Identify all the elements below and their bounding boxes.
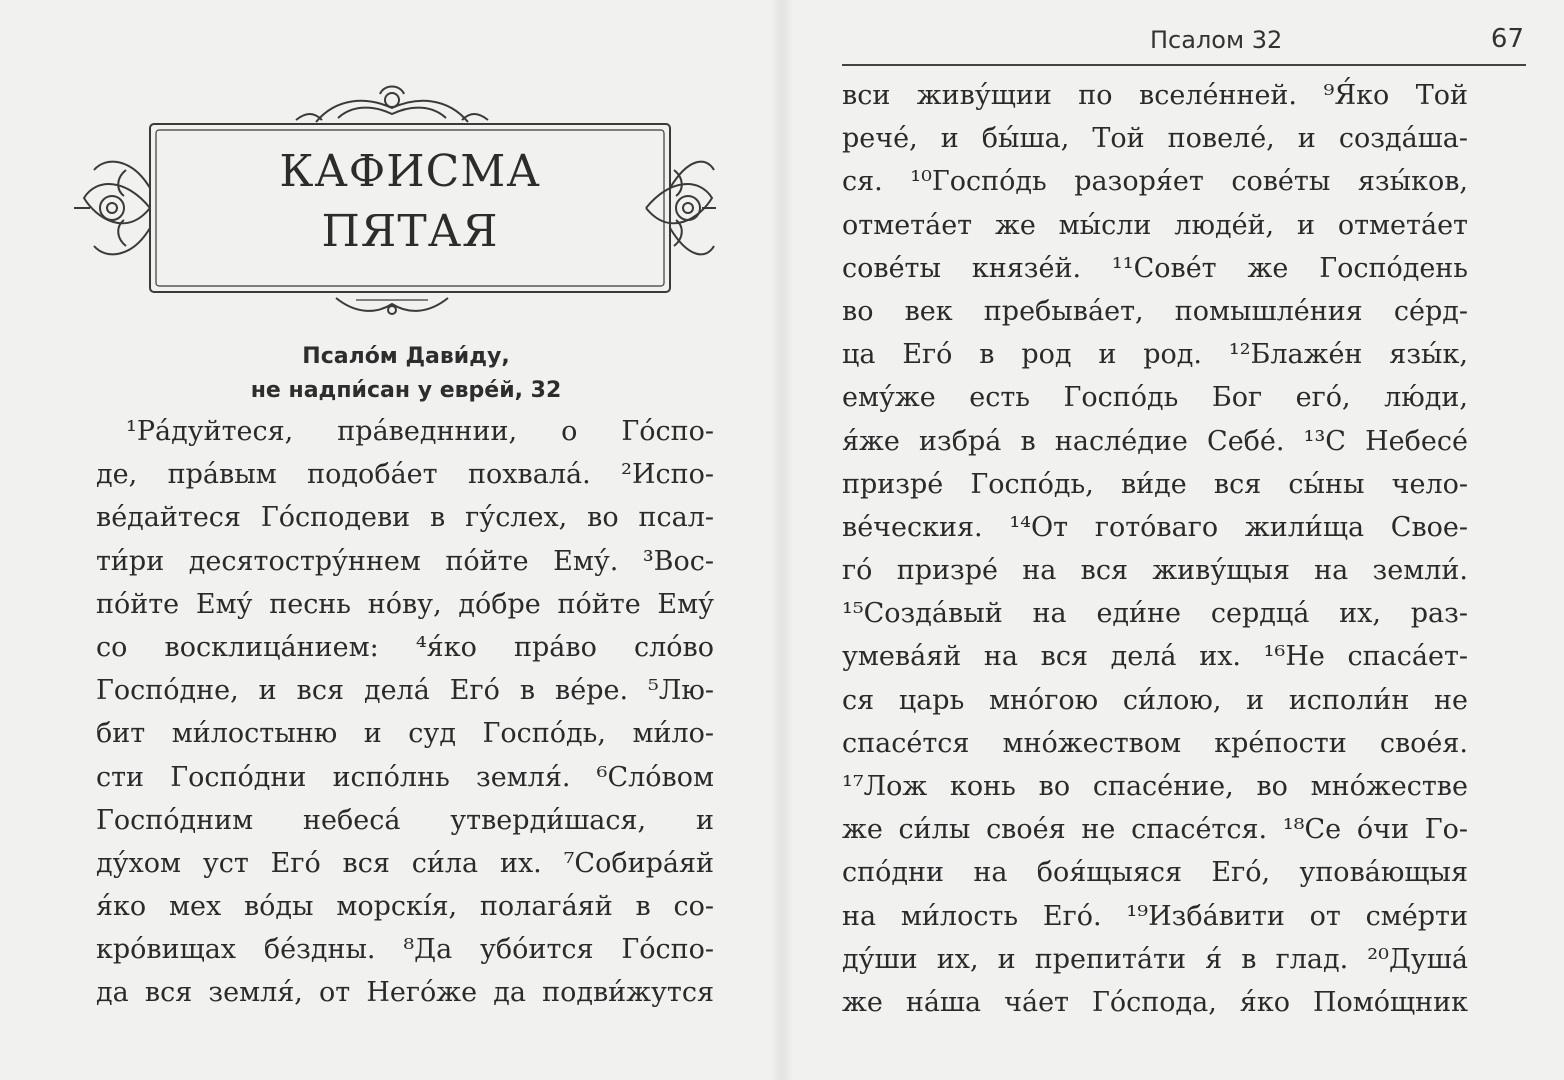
text-line: ца Его́ в род и род. ¹²Блаже́н язы́к, xyxy=(842,339,1468,371)
text-line: на ми́лость Его́. ¹⁹Изба́вити от сме́рти xyxy=(842,900,1468,932)
kathisma-title-line2: ПЯТАЯ xyxy=(321,206,499,257)
text-line: вси живу́щии по вселе́нней. ⁹Я́ко Той xyxy=(842,80,1468,111)
text-line: ти́ри десятостру́ннем по́йте Ему́. ³Вос- xyxy=(96,545,714,577)
text-line: ве́дайтеся Го́сподеви в гу́слех, во псал- xyxy=(96,502,714,534)
text-line: да вся земля́, от Него́же да подви́жутся xyxy=(96,977,714,1009)
text-line: ду́ши их, и препита́ти я́ в глад. ²⁰Душа́ xyxy=(842,943,1468,975)
text-line: де, пра́вым подоба́ет похвала́. ²Испо- xyxy=(96,459,714,491)
text-line: ся. ¹⁰Госпо́дь разоря́ет сове́ты язы́ков, xyxy=(842,166,1468,198)
text-line: ве́ческия. ¹⁴От гото́ваго жили́ща Свое- xyxy=(842,511,1468,543)
right-page-text xyxy=(842,74,1468,1024)
text-line: ду́хом уст Его́ вся си́ла их. ⁷Собира́яй xyxy=(96,847,714,879)
text-line: я́же избра́ в насле́дие Себе́. ¹³С Небесе́ xyxy=(842,425,1468,457)
text-line: во век пребыва́ет, помышле́ния се́рд- xyxy=(842,295,1468,327)
left-page-text xyxy=(96,410,714,1015)
text-line: со восклица́нием: ⁴я́ко пра́во сло́во xyxy=(96,631,714,663)
text-line: спасе́тся мно́жеством кре́пости свое́я. xyxy=(842,727,1468,759)
text-line: по́йте Ему́ песнь но́ву, до́бре по́йте Ему́ xyxy=(96,588,714,620)
kathisma-title-frame xyxy=(66,78,718,318)
text-line: ся царь мно́гою си́лою, и исполи́н не xyxy=(842,684,1468,716)
text-line: сти Госпо́дни испо́лнь земля́. ⁶Сло́вом xyxy=(96,761,714,793)
text-line: отмета́ет же мы́сли люде́й, и отмета́ет xyxy=(842,209,1468,241)
running-header xyxy=(842,24,1526,66)
text-line: ¹⁷Лож конь во спасе́ние, во мно́жестве xyxy=(842,771,1468,802)
text-line: призре́ Госпо́дь, ви́де вся сы́ны чело- xyxy=(842,468,1468,500)
text-line: сове́ты князе́й. ¹¹Сове́т же Госпо́день xyxy=(842,252,1468,284)
text-line: же си́лы свое́я не спасе́тся. ¹⁸Се о́чи Го- xyxy=(842,814,1468,846)
running-title: Псалом 32 xyxy=(1150,26,1283,54)
text-line: бит ми́лостыню и суд Госпо́дь, ми́ло- xyxy=(96,718,714,750)
kathisma-title-box xyxy=(150,124,670,292)
text-line: Госпо́дним небеса́ утверди́шася, и xyxy=(96,804,714,836)
psalm-heading-line1: Псало́м Дави́ду, xyxy=(302,344,510,369)
text-line: ему́же есть Госпо́дь Бог его́, лю́ди, xyxy=(842,382,1468,414)
text-line: же на́ша ча́ет Го́спода, я́ко Помо́щник xyxy=(842,986,1468,1018)
psalm-heading xyxy=(96,340,716,408)
text-line: ¹Ра́дуйтеся, пра́ведннии, о Го́спо- xyxy=(126,416,714,447)
page-number: 67 xyxy=(1490,24,1524,54)
text-line: ¹⁵Созда́вый на еди́не сердца́ их, раз- xyxy=(842,598,1468,630)
text-line: Госпо́дне, и вся дела́ Его́ в ве́ре. ⁵Лю- xyxy=(96,675,714,707)
text-line: я́ко мех во́ды морскı́я, полага́яй в со- xyxy=(96,891,714,923)
text-line: умева́яй на вся дела́ их. ¹⁶Не спаса́ет- xyxy=(842,641,1468,673)
kathisma-title-line1: КАФИСМА xyxy=(279,146,541,197)
text-line: го́ призре́ на вся живу́щыя на земли́. xyxy=(842,555,1468,587)
text-line: рече́, и бы́ша, Той повеле́, и созда́ша- xyxy=(842,123,1468,155)
text-line: кро́вищах бе́здны. ⁸Да убо́ится Го́спо- xyxy=(96,934,714,966)
text-line: спо́дни на боя́щыяся Его́, упова́ющыя xyxy=(842,857,1468,889)
psalm-heading-line2: не надпи́сан у евре́й, 32 xyxy=(250,378,562,403)
